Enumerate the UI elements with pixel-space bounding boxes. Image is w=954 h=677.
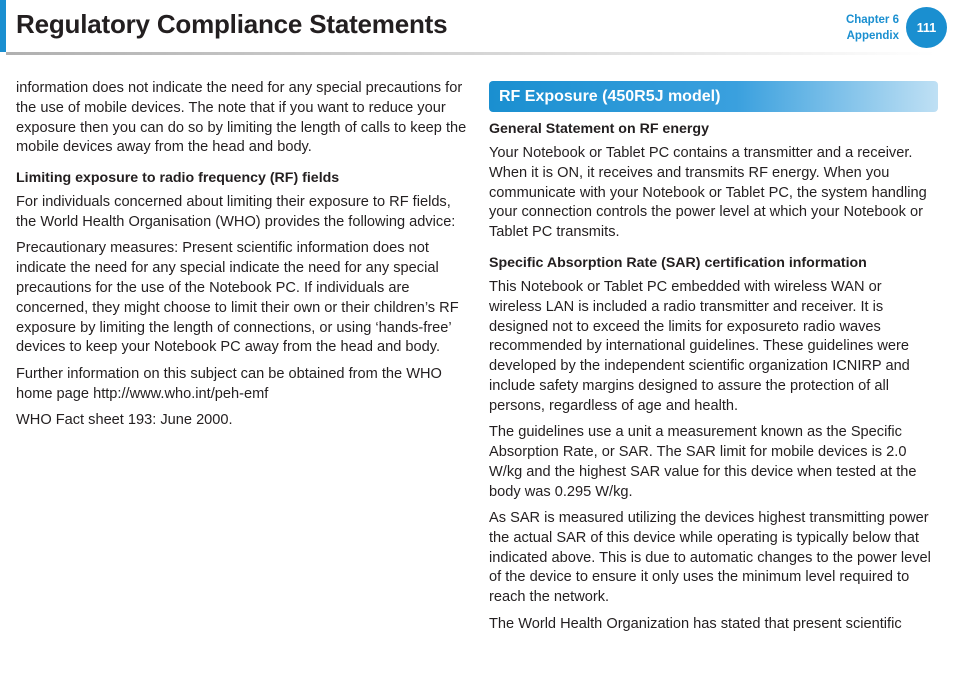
chapter-label: Chapter 6 (845, 14, 899, 26)
right-paragraph-4: As SAR is measured utilizing the devices highest transmitting power the actual SAR of this device while operating is typically below that indicated above. This is due to automatic changes to the power level of the device to ensure it only uses the minimum level required to reach the network. (489, 509, 931, 606)
page-title: Regulatory Compliance Statements (16, 9, 448, 39)
title-accent-bar (0, 0, 6, 52)
left-paragraph-2: For individuals concerned about limiting their exposure to RF fields, the World Health Organisation (WHO) provides the following advice: (16, 194, 456, 230)
left-paragraph-5: WHO Fact sheet 193: June 2000. (16, 411, 233, 428)
left-paragraph-4: Further information on this subject can be obtained from the WHO home page http://www.who.int/peh-emf (16, 365, 442, 402)
page-number-badge: 111 (906, 7, 947, 48)
left-column (16, 79, 468, 437)
right-paragraph-3: The guidelines use a unit a measurement known as the Specific Absorption Rate, or SAR. The SAR limit for mobile devices is 2.0 W/kg and the highest SAR value for this device when tested at the body was 0.295 W/kg. (489, 424, 917, 500)
right-paragraph-1: Your Notebook or Tablet PC contains a transmitter and a receiver. When it is ON, it receives and transmits RF energy. When you communicate with your Notebook or Tablet PC, the system handling your connection controls the power level at which your Notebook or Tablet PC transmits. (489, 145, 927, 241)
section-banner: RF Exposure (450R5J model) (489, 81, 938, 112)
right-paragraph-5: The World Health Organization has stated that present scientific (489, 615, 902, 632)
right-paragraph-2: This Notebook or Tablet PC embedded with wireless WAN or wireless LAN is included a radio transmitter and receiver. It is designed not to exceed the limits for exposureto radio waves recommended by international guidelines. These guidelines were developed by the independent scientific organization ICNIRP and include safety margins designed to assure the protection of all persons, regardless of age and health. (489, 278, 910, 414)
heading-general-statement: General Statement on RF energy (489, 121, 709, 137)
left-paragraph-1: information does not indicate the need for any special precautions for the use of mobile devices. The note that if you want to reduce your exposure then you can do so by limiting the length of calls to keep the mobile devices away from the head and body. (16, 80, 467, 156)
chapter-info (846, 12, 899, 44)
right-column (489, 81, 938, 641)
heading-sar-certification: Specific Absorption Rate (SAR) certification information (489, 254, 867, 271)
heading-limiting-exposure: Limiting exposure to radio frequency (RF) fields (16, 170, 340, 187)
left-paragraph-3: Precautionary measures: Present scientific information does not indicate the need for any special indicate the need for any special precautions for the use of the Notebook PC. If individuals are concerned, they might choose to limit their own or their children’s RF exposure by limiting the length of connections, or using ‘hands-free’ devices to keep your Notebook PC away from the head and body. (16, 240, 459, 356)
chapter-name: Appendix (846, 30, 899, 42)
header-divider (6, 52, 936, 55)
